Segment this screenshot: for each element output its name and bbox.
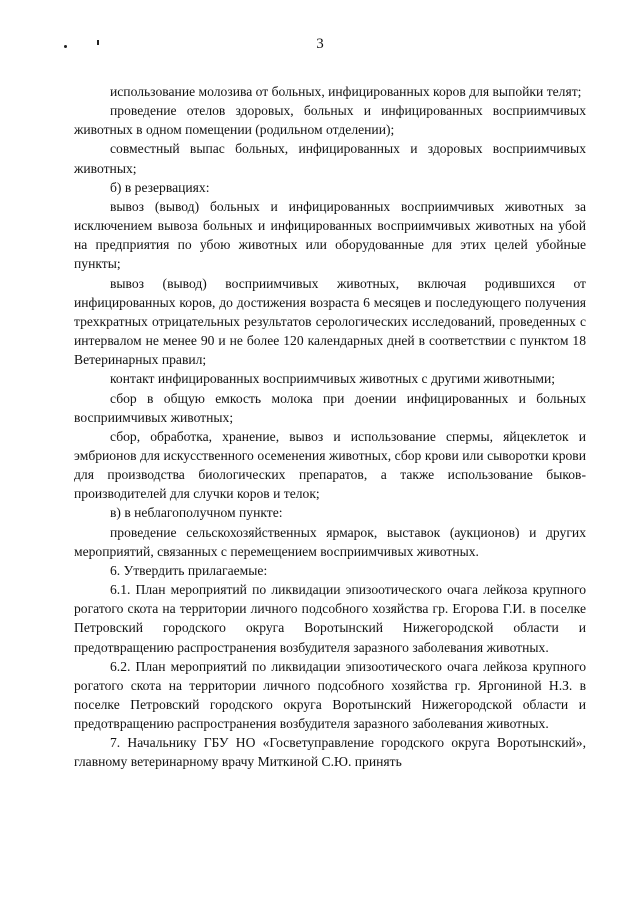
scan-edge-bottom	[0, 897, 640, 905]
paragraph-approve: 6. Утвердить прилагаемые:	[110, 562, 268, 578]
scan-edge-top	[0, 0, 640, 6]
document-body	[74, 82, 586, 772]
paragraph-plan-6-1: 6.1. План мероприятий по ликвидации эпизоотического очага лейкоза крупного рогатого скота на территории личного подсобного хозяйства гр. Егорова Г.И. в поселке Петровский городского округа Воротынский Нижегородской области и предотвращению распространения возбудителя заразного заболевания животных.	[74, 582, 586, 655]
paragraph-sperm-embryos: сбор, обработка, хранение, вывоз и использование спермы, яйцеклеток и эмбрионов для искусственного осеменения животных, сбор крови или сыворотки крови для производства биологических препаратов, а также использование быков-производителей для случки коров и телок;	[74, 428, 586, 502]
paragraph-colostrum: использование молозива от больных, инфицированных коров для выпойки телят;	[110, 84, 582, 99]
paragraph-removal-susceptible: вывоз (вывод) восприимчивых животных, включая родившихся от инфицированных коров, до достижения возраста 6 месяцев и последующего получения трехкратных отрицательных результатов серологических исследований, проведенных с интервалом не менее 90 и не более 120 календарных дней в соответствии с пунктом 18 Ветеринарных правил;	[74, 275, 586, 368]
paragraph-unfavorable-heading: в) в неблагополучном пункте:	[110, 505, 283, 521]
paragraph-fairs: проведение сельскохозяйственных ярмарок, выставок (аукционов) и других мероприятий, связанных с перемещением восприимчивых животных.	[74, 524, 586, 559]
paragraph-plan-6-2: 6.2. План мероприятий по ликвидации эпизоотического очага лейкоза крупного рогатого скота на территории личного подсобного хозяйства гр. Яргониной Н.З. в поселке Петровский городского округа Воротынский Нижегородской области и предотвращению распространения возбудителя заразного заболевания животных.	[74, 658, 586, 732]
paragraph-grazing: совместный выпас больных, инфицированных и здоровых восприимчивых животных;	[74, 141, 586, 176]
paragraph-reservation-heading: б) в резервациях:	[110, 179, 210, 195]
page-number: 3	[316, 36, 324, 52]
paragraph-contact: контакт инфицированных восприимчивых животных с другими животными;	[110, 371, 556, 387]
paragraph-milk-collection: сбор в общую емкость молока при доении инфицированных и больных восприимчивых животных;	[74, 390, 586, 425]
paragraph-item-7: 7. Начальнику ГБУ НО «Госветуправление городского округа Воротынский», главному ветеринарному врачу Миткиной С.Ю. принять	[74, 735, 586, 770]
paragraph-removal-sick: вывоз (вывод) больных и инфицированных восприимчивых животных за исключением вывоза больных и инфицированных восприимчивых животных на убой на предприятия по убою животных или оборудованные для этих целей убойные пункты;	[74, 198, 586, 272]
paragraph-calving: проведение отелов здоровых, больных и инфицированных восприимчивых животных в одном помещении (родильном отделении);	[74, 103, 586, 138]
